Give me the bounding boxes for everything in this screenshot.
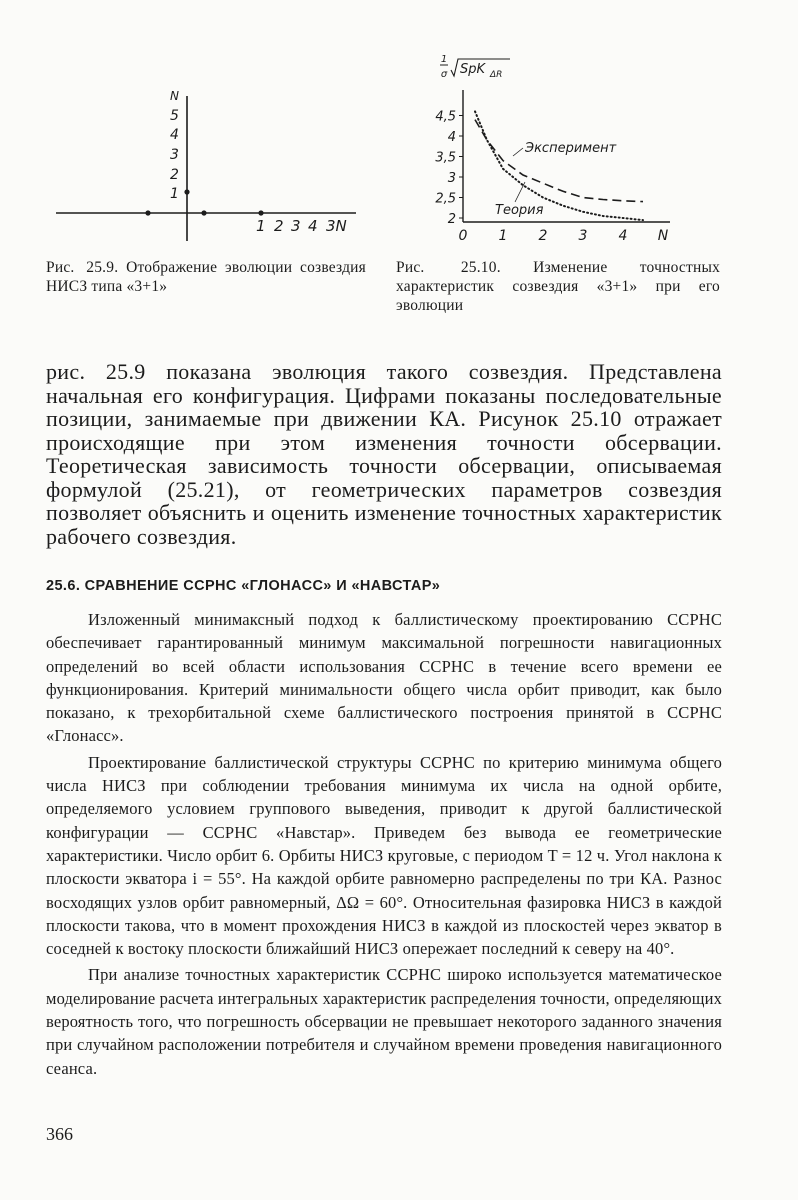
svg-text:SpK: SpK [460,62,486,77]
svg-text:1: 1 [440,54,448,65]
annotation-leader [515,182,525,202]
y-tick-label: 3,5 [435,150,456,166]
x-tick-label: 3 [291,217,301,235]
y-tick-label: 4,5 [435,109,456,125]
annotation-experiment: Эксперимент [525,141,617,156]
y-tick-label: 1 [170,186,179,202]
y-tick-label: 3 [447,171,456,186]
x-tick-label: 2 [538,228,548,244]
y-tick-label: 3 [170,147,179,163]
x-tick-label: 3N [326,217,347,235]
svg-text:ΔR: ΔR [490,70,503,80]
constellation-diagram [56,86,366,246]
y-tick-label: 2 [447,212,456,227]
x-tick-label: 4 [618,228,628,244]
y-tick-labels [435,110,463,228]
caption-text: Отображение эволюции созвездия НИСЗ типа «3+1» [46,259,366,295]
x-tick-label: 2 [274,217,284,235]
annotation-theory: Теория [495,203,544,218]
x-tick-label: 1 [498,228,508,244]
y-tick-label: 5 [170,108,179,124]
caption-label: Рис. 25.9. [46,259,119,276]
intro-paragraph [46,360,722,548]
body-text [46,608,722,1080]
x-tick-label: N [657,228,669,244]
annotation-leader [513,148,523,156]
y-tick-label: 4 [447,130,456,145]
x-tick-labels [256,217,347,235]
x-tick-label: 3 [578,228,588,244]
page-number: 366 [46,1124,73,1144]
accuracy-chart [420,50,690,250]
annotations [495,141,617,218]
satellite-dot [184,189,189,194]
satellite-dot [145,210,150,215]
caption-text: Изменение точностных характеристик созвездия «3+1» при его эволюции [396,259,721,314]
y-tick-label: 4 [170,127,179,143]
figure-25-9 [56,86,366,246]
paragraph: Проектирование баллистической структуры ССРНС по критерию минимума общего числа НИСЗ при соблюдении требования минимума их числа на одной орбите, определяемого условием группового выведения, приводит к другой баллистической конфигурации — ССРНС «Навстар». Приведем без вывода ее геометрические характеристики. Число орбит 6. Орбиты НИСЗ круговые, с периодом T = 12 ч. Угол наклона к плоскости экватора i = 55°. На каждой орбите равномерно распределены по три КА. Разнос восходящих узлов орбит равномерный, ΔΩ = 60°. Относительная фазировка НИСЗ в каждой плоскости такова, что в момент прохождения НИСЗ в каждой из плоскостей через экватор в соседней к востоку плоскости ближайший НИСЗ опережает последний к северу на 40°. [46,752,722,959]
satellite-dot [201,210,206,215]
intro-text: рис. 25.9 показана эволюция такого созвездия. Представлена начальная его конфигурация. Цифрами показаны последовательные позиции, занимаемые при движении КА. Рисунок 25.10 отражает происходящие при этом изменения точности обсервации. Теоретическая зависимость точности обсервации, описываемая формулой (25.21), от геометрических параметров созвездия позволяет объяснить и оценить изменение точностных характеристик рабочего созвездия. [46,359,722,549]
svg-text:σ: σ [440,69,448,80]
caption-label: Рис. 25.10. [396,259,501,276]
y-tick-label: 2,5 [435,191,456,207]
x-tick-label: 1 [256,217,266,235]
satellite-dot [258,210,263,215]
y-axis-label [440,54,510,80]
x-tick-label: 4 [308,217,318,235]
paragraph: Изложенный минимаксный подход к баллистическому проектированию ССРНС обеспечивает гарантированный минимум максимальной погрешности навигационных определений во всей области использования ССРНС в течение всего времени ее функционирования. Критерий минимальности общего числа орбит приводит, как было показано, к трехорбитальной схеме баллистического построения принятой в ССРНС «Глонасс». [46,610,722,746]
x-tick-labels [459,228,669,244]
section-heading: 25.6. СРАВНЕНИЕ ССРНС «ГЛОНАСС» И «НАВСТАР» [46,578,441,594]
experiment-curve [475,120,643,202]
figure-25-9-caption [46,258,366,296]
y-tick-labels [170,108,179,202]
figure-25-10-caption [396,258,720,315]
figure-25-10 [420,50,690,250]
x-tick-label: 0 [458,228,468,244]
y-axis-label: N [170,89,179,103]
y-tick-label: 2 [170,167,179,183]
paragraph: При анализе точностных характеристик ССРНС широко используется математическое моделирование расчета интегральных характеристик распределения точности, определяющих вероятность того, что погрешность обсервации не превышает некоторого заданного значения при случайном расположении потребителя и случайном времени проведения навигационного сеанса. [46,965,722,1078]
